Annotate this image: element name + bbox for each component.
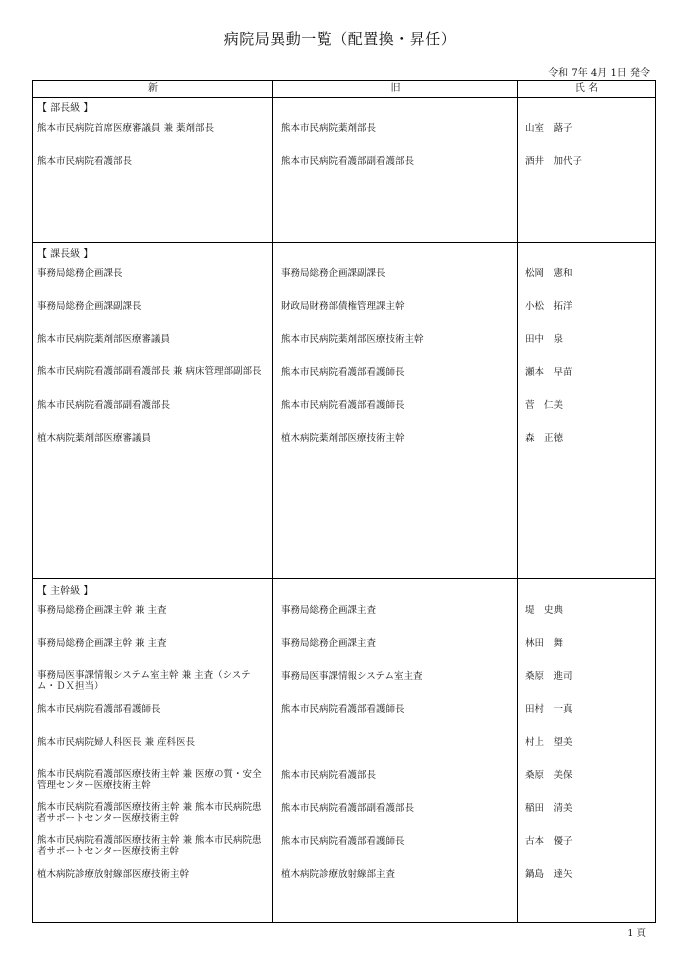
person-name: 瀬本 早苗 — [525, 367, 573, 378]
section-divider — [33, 242, 655, 243]
new-position: 熊本市民病院看護部副看護部長 兼 病床管理部副部長 — [37, 366, 262, 377]
person-name: 松岡 憲和 — [525, 268, 573, 279]
new-position: 植木病院診療放射線部医療技術主幹 — [37, 869, 190, 880]
person-name: 山室 蕗子 — [525, 123, 573, 134]
issue-date: 令和 7年 4月 1日 発令 — [548, 68, 650, 79]
old-position: 熊本市民病院看護部長 — [281, 770, 377, 781]
person-name: 鍋島 達矢 — [525, 869, 573, 880]
section-label-shukan: 【 主幹級 】 — [37, 586, 94, 597]
old-position: 事務局総務企画課主査 — [281, 638, 377, 649]
new-position: 事務局総務企画課副課長 — [37, 301, 142, 312]
new-position: 事務局総務企画課長 — [37, 268, 123, 279]
new-position: 植木病院薬剤部医療審議員 — [37, 433, 152, 444]
column-divider — [517, 81, 518, 922]
person-name: 林田 舞 — [525, 638, 564, 649]
new-position: 熊本市民病院看護部医療技術主幹 兼 熊本市民病院患者サポートセンター医療技術主幹 — [37, 835, 262, 857]
person-name: 田中 泉 — [525, 334, 564, 345]
old-position: 熊本市民病院看護部看護師長 — [281, 400, 405, 411]
new-position: 熊本市民病院看護部看護師長 — [37, 704, 161, 715]
old-position: 熊本市民病院薬剤部長 — [281, 123, 377, 134]
section-label-kacho: 【 課長級 】 — [37, 249, 94, 260]
page-number: 1 頁 — [627, 928, 646, 939]
old-position: 事務局総務企画課副課長 — [281, 268, 386, 279]
old-position: 植木病院薬剤部医療技術主幹 — [281, 433, 405, 444]
new-position: 熊本市民病院看護部副看護部長 — [37, 400, 171, 411]
person-name: 小松 拓洋 — [525, 301, 573, 312]
old-position: 熊本市民病院看護部看護師長 — [281, 367, 405, 378]
old-position: 事務局医事課情報システム室主査 — [281, 671, 423, 682]
new-position: 熊本市民病院看護部長 — [37, 156, 133, 167]
person-name: 田村 一真 — [525, 704, 573, 715]
new-position: 熊本市民病院首席医療審議員 兼 薬剤部長 — [37, 123, 215, 134]
old-position: 熊本市民病院看護部看護師長 — [281, 836, 405, 847]
old-position: 熊本市民病院看護部看護師長 — [281, 704, 405, 715]
person-name: 森 正徳 — [525, 433, 564, 444]
person-name: 古本 優子 — [525, 836, 573, 847]
old-position: 事務局総務企画課主査 — [281, 605, 377, 616]
section-divider — [33, 578, 655, 579]
new-position: 事務局総務企画課主幹 兼 主査 — [37, 638, 167, 649]
table-header — [33, 81, 655, 98]
new-position: 熊本市民病院薬剤部医療審議員 — [37, 334, 171, 345]
person-name: 稲田 清美 — [525, 803, 573, 814]
personnel-table — [32, 80, 656, 923]
column-divider — [272, 81, 273, 922]
person-name: 桑原 進司 — [525, 671, 573, 682]
person-name: 桑原 美保 — [525, 770, 573, 781]
header-old: 旧 — [390, 83, 401, 94]
person-name: 菅 仁美 — [525, 400, 564, 411]
old-position: 財政局財務部債権管理課主幹 — [281, 301, 405, 312]
new-position: 事務局総務企画課主幹 兼 主査 — [37, 605, 167, 616]
section-label-bucho: 【 部長級 】 — [37, 103, 94, 114]
new-position: 熊本市民病院婦人科医長 兼 産科医長 — [37, 737, 196, 748]
old-position: 熊本市民病院看護部副看護部長 — [281, 156, 415, 167]
document-title: 病院局異動一覧（配置換・昇任） — [223, 30, 457, 48]
new-position: 事務局医事課情報システム室主幹 兼 主査（システム・ＤＸ担当） — [37, 670, 251, 692]
new-position: 熊本市民病院看護部医療技術主幹 兼 熊本市民病院患者サポートセンター医療技術主幹 — [37, 802, 262, 824]
old-position: 熊本市民病院看護部副看護部長 — [281, 803, 415, 814]
person-name: 村上 望美 — [525, 737, 573, 748]
person-name: 酒井 加代子 — [525, 156, 583, 167]
person-name: 堤 史典 — [525, 605, 564, 616]
old-position: 植木病院診療放射線部主査 — [281, 869, 396, 880]
header-name: 氏 名 — [574, 83, 599, 94]
header-new: 新 — [148, 83, 158, 94]
old-position: 熊本市民病院薬剤部医療技術主幹 — [281, 334, 424, 345]
new-position: 熊本市民病院看護部医療技術主幹 兼 医療の質・安全管理センター医療技術主幹 — [37, 769, 262, 791]
